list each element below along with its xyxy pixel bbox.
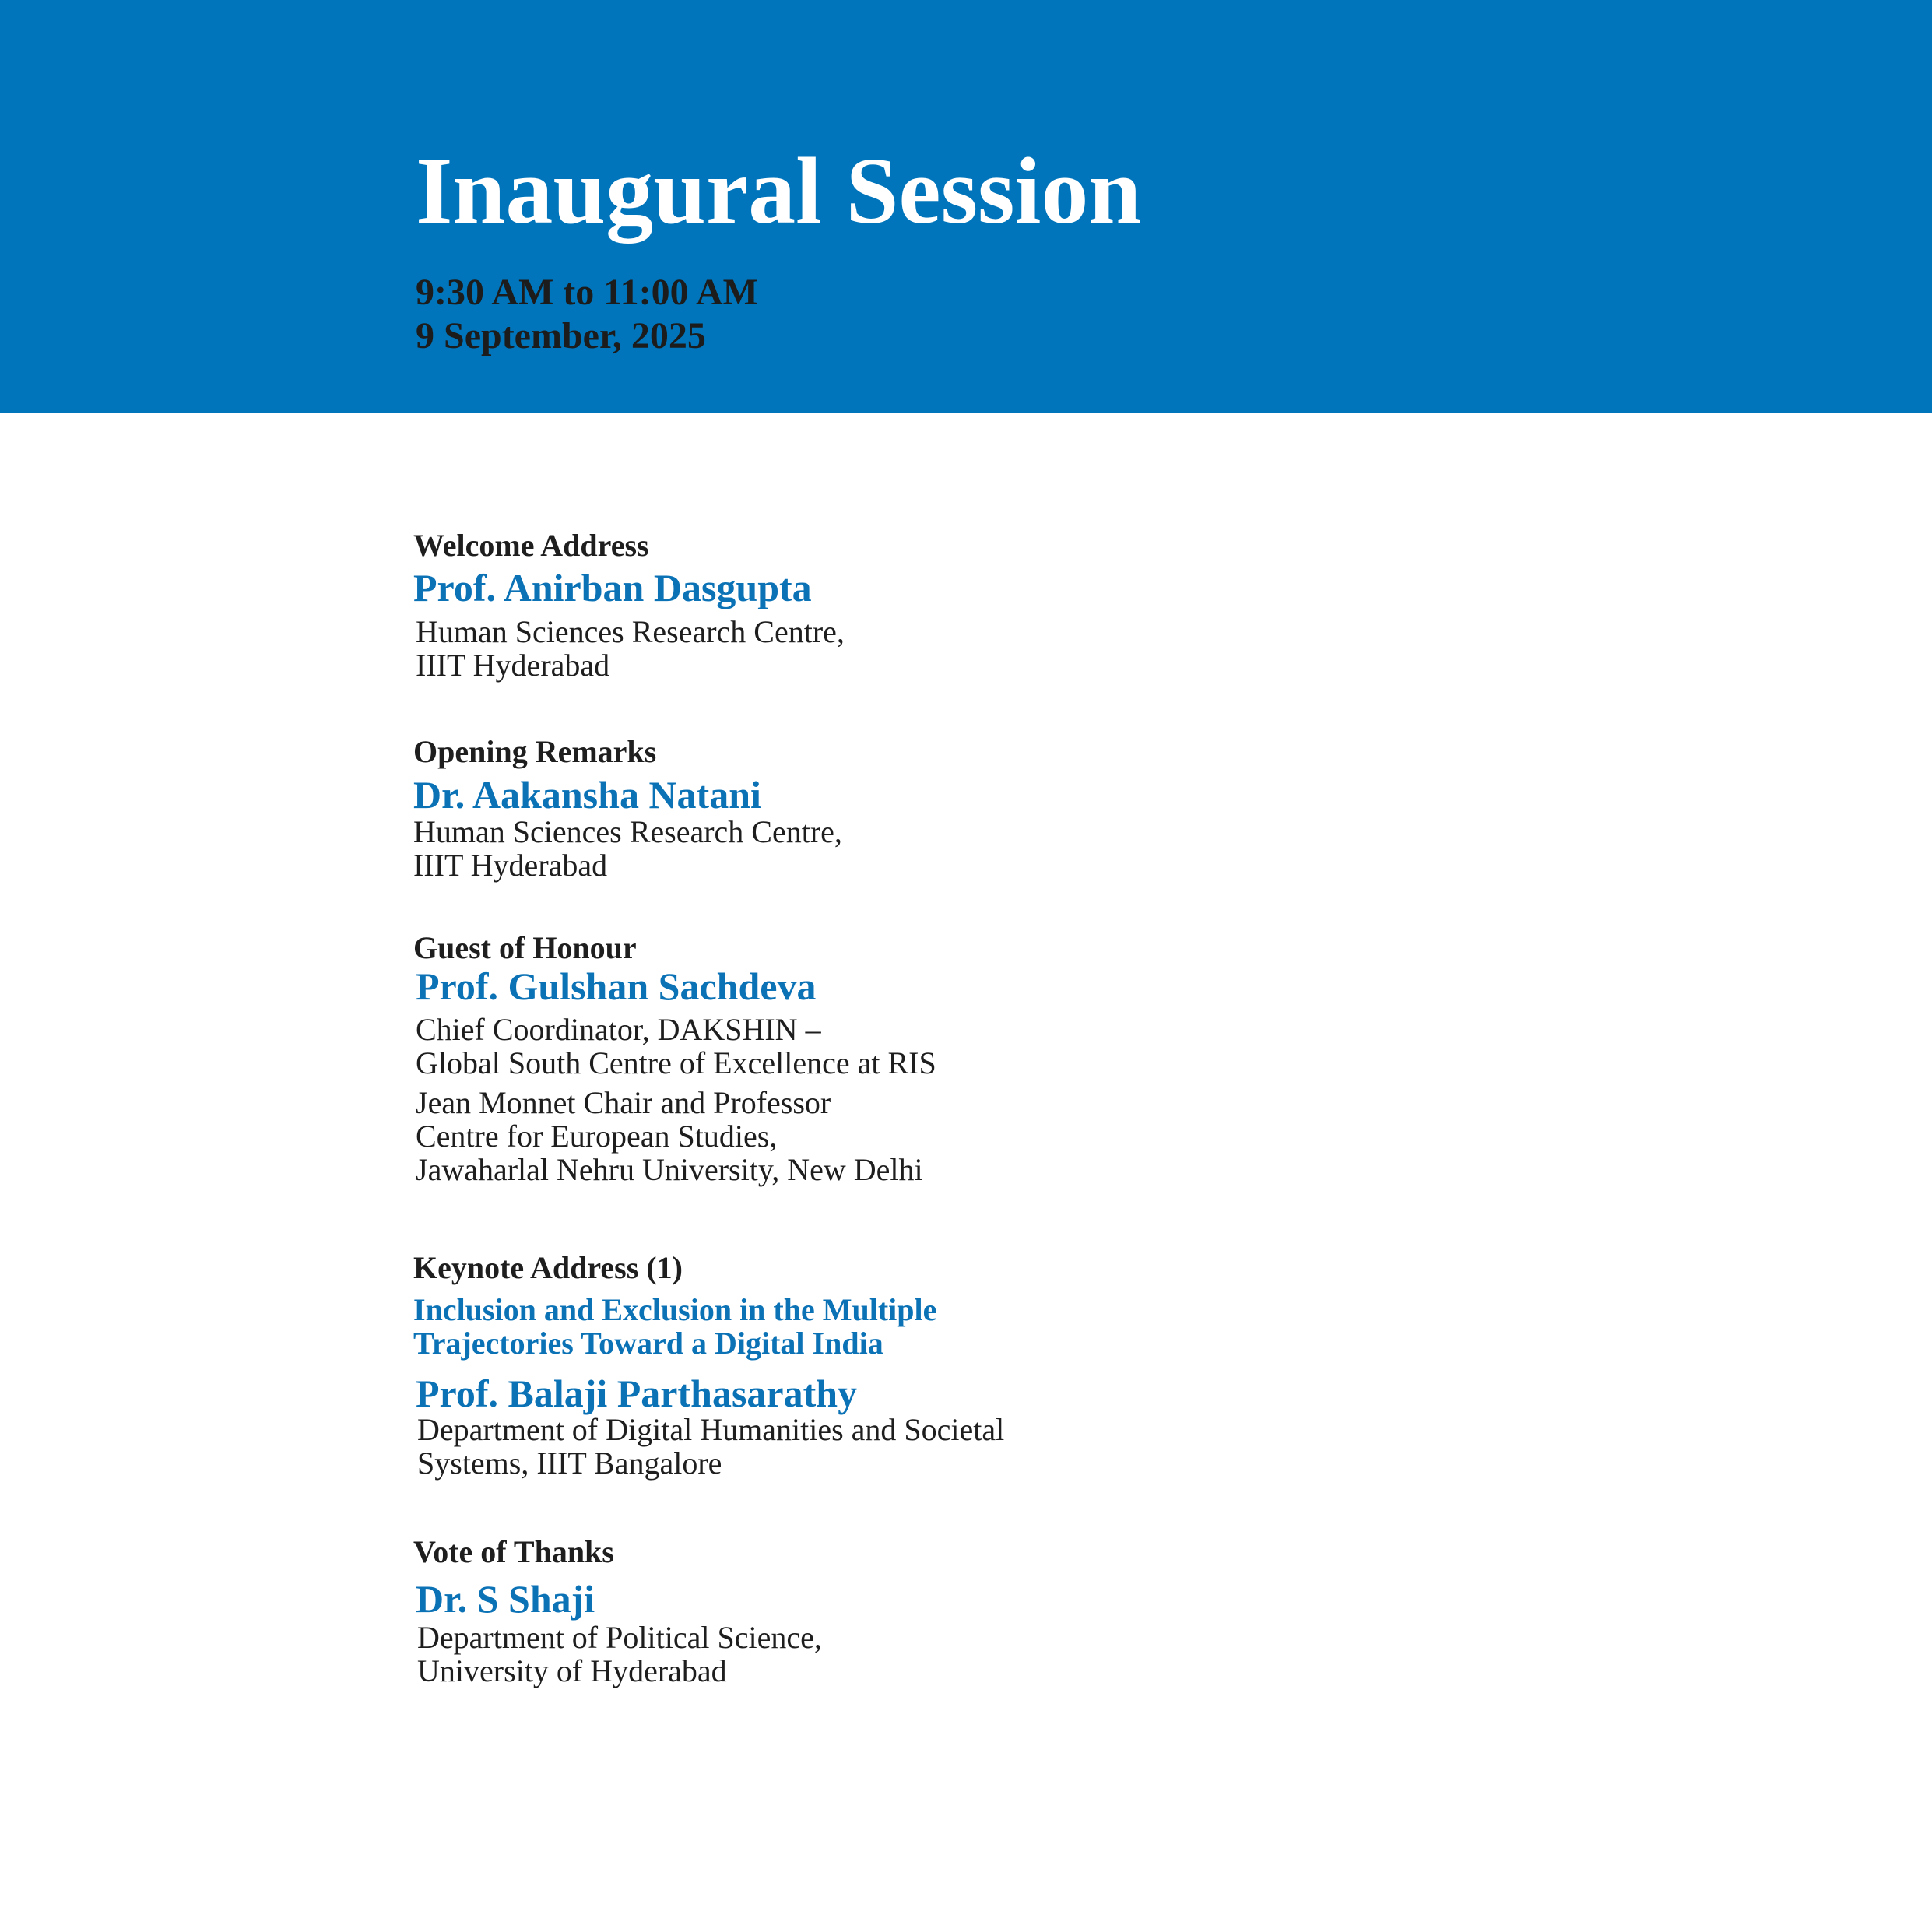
- affiliation-line: Centre for European Studies,: [416, 1119, 778, 1154]
- affiliation-line: University of Hyderabad: [417, 1653, 727, 1688]
- talk-title-line: Inclusion and Exclusion in the Multiple: [413, 1292, 937, 1327]
- header-band: [0, 0, 1932, 413]
- affiliation-line: Human Sciences Research Centre,: [413, 814, 842, 849]
- session-role: Vote of Thanks: [413, 1534, 614, 1569]
- page-title: Inaugural Session: [416, 139, 1142, 244]
- affiliation-line: Global South Centre of Excellence at RIS: [416, 1045, 936, 1080]
- affiliation-line: Jawaharlal Nehru University, New Delhi: [416, 1152, 923, 1187]
- speaker-name: Prof. Balaji Parthasarathy: [416, 1372, 858, 1415]
- session-role: Keynote Address (1): [413, 1250, 683, 1285]
- affiliation-line: IIIT Hyderabad: [413, 848, 608, 883]
- session-role: Guest of Honour: [413, 930, 637, 965]
- session-date: 9 September, 2025: [416, 315, 706, 357]
- session-time: 9:30 AM to 11:00 AM: [416, 272, 758, 313]
- session-role: Welcome Address: [413, 528, 649, 563]
- session-role: Opening Remarks: [413, 734, 657, 769]
- speaker-name: Prof. Anirban Dasgupta: [413, 566, 812, 609]
- affiliation-line: Human Sciences Research Centre,: [416, 614, 845, 649]
- speaker-name: Dr. Aakansha Natani: [413, 773, 761, 817]
- affiliation-line: IIIT Hyderabad: [416, 648, 610, 683]
- talk-title-line: Trajectories Toward a Digital India: [413, 1326, 883, 1361]
- affiliation-line: Chief Coordinator, DAKSHIN –: [416, 1012, 821, 1047]
- affiliation-line: Department of Political Science,: [417, 1620, 822, 1655]
- affiliation-line: Systems, IIIT Bangalore: [417, 1445, 722, 1481]
- affiliation-line: Department of Digital Humanities and Societal: [417, 1412, 1005, 1447]
- speaker-name: Dr. S Shaji: [416, 1577, 595, 1621]
- speaker-name: Prof. Gulshan Sachdeva: [416, 964, 817, 1008]
- affiliation-line: Jean Monnet Chair and Professor: [416, 1085, 831, 1120]
